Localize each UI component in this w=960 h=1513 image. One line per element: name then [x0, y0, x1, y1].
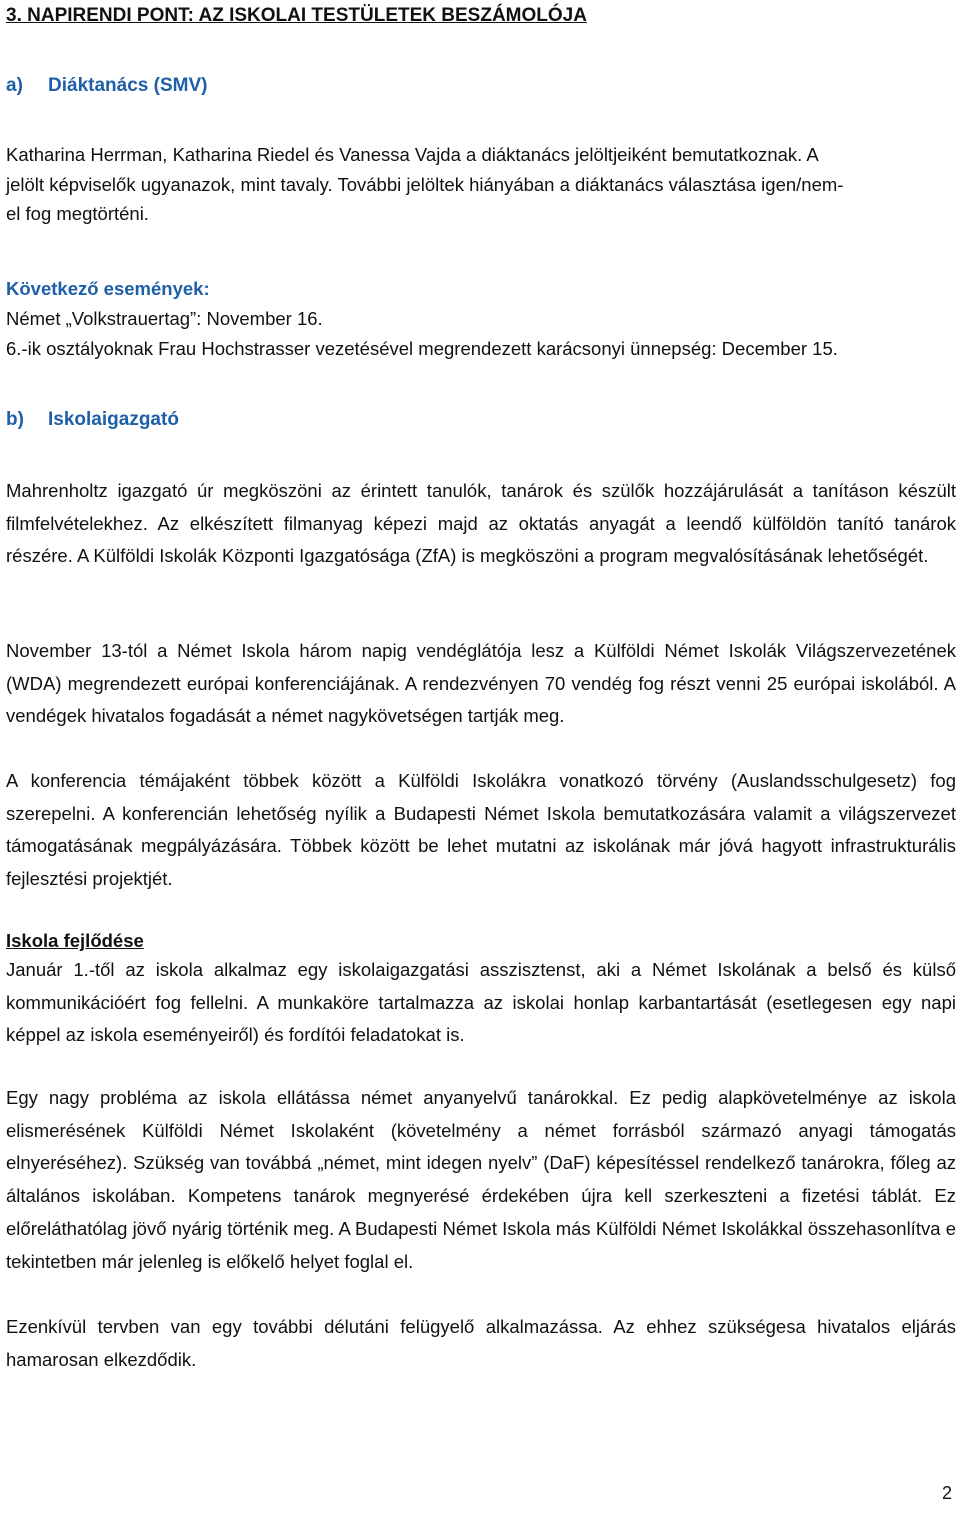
page-number: 2 [941, 1483, 952, 1503]
subsection-a-title: Diáktanács (SMV) [48, 75, 208, 96]
subsection-b-label: b) [6, 409, 24, 430]
paragraph-school-development: Január 1.-től az iskola alkalmaz egy iskolaigazgatási asszisztenst, aki a Német Iskolának a belső és külső kommunikációért fog fellelni. A munkaköre tartalmazza az iskolai honlap karbantartását (esetlegesen egy napi képpel az iskola eseményeiről) és fordítói feladatokat is. [6, 959, 956, 1046]
event-item: 6.-ik osztályoknak Frau Hochstrasser vezetésével megrendezett karácsonyi ünnepség: December 15. [6, 338, 838, 359]
paragraph-filming-thanks: Mahrenholtz igazgató úr megköszöni az érintett tanulók, tanárok és szülők hozzájárulását a tanításon készült filmfelvételekhez. Az elkészített filmanyag képezi majd az oktatás anyagát a leendő külföldön tanító tanárok részére. A Külföldi Iskolák Központi Igazgatósága (ZfA) is megköszöni a program megvalósításának lehetőségét. [6, 480, 956, 567]
paragraph-wda-conference: November 13-tól a Német Iskola három napig vendéglátója lesz a Külföldi Német Iskolák Világszervezetének (WDA) megrendezett európai konferenciájának. A rendezvényen 70 vendég fog részt venni 25 európai iskolából. A vendégek hivatalos fogadását a német nagykövetségen tartják meg. [6, 640, 956, 727]
paragraph-teacher-shortage: Egy nagy probléma az iskola ellátássa német anyanyelvű tanárokkal. Ez pedig alapkövetelménye az iskola elismerésének Külföldi Német Iskolaként (követelmény a német forrásból származó anyagi támogatás elnyeréséhez). Szükség van továbbá „német, mint idegen nyelv” (DaF) képesítéssel rendelkező tanárokra, főleg az általános iskolában. Kompetens tanárok megnyerésé érdekében újra kell szerkeszteni a fizetési táblát. Ez előreláthatólag jövő nyárig történik meg. A Budapesti Német Iskola más Külföldi Német Iskolákkal összehasonlítva e tekintetben már jelenleg is előkelő helyet foglal el. [6, 1087, 956, 1272]
upcoming-events [6, 274, 956, 364]
paragraph-line: jelölt képviselők ugyanazok, mint tavaly. További jelöltek hiányában a diáktanács választása igen/nem- [6, 173, 844, 195]
development-heading: Iskola fejlődése [6, 930, 144, 951]
subsection-b-heading [6, 408, 956, 432]
paragraph-student-council [6, 140, 956, 229]
events-label: Következő események: [6, 278, 210, 299]
subsection-a-heading [6, 74, 956, 98]
paragraph-afternoon-supervisor: Ezenkívül tervben van egy további délutáni felügyelő alkalmazássa. Az ehhez szükségesa hivatalos eljárás hamarosan elkezdődik. [6, 1316, 956, 1370]
subsection-b-title: Iskolaigazgató [48, 409, 179, 430]
section-title: 3. NAPIRENDI PONT: AZ ISKOLAI TESTÜLETEK BESZÁMOLÓJA [6, 5, 587, 26]
event-item: Német „Volkstrauertag”: November 16. [6, 308, 323, 329]
paragraph-conference-topics: A konferencia témájaként többek között a Külföldi Iskolákra vonatkozó törvény (Auslandsschulgesetz) fog szerepelni. A konferencián lehetőség nyílik a Budapesti Német Iskola bemutatkozására valamit a világszervezet támogatásának megpályázására. Többek között be lehet mutatni az iskolának már jóvá hagyott infrastrukturális fejlesztési projektjét. [6, 770, 956, 890]
subsection-a-label: a) [6, 75, 23, 96]
paragraph-line: el fog megtörténi. [6, 203, 149, 224]
paragraph-line: Katharina Herrman, Katharina Riedel és Vanessa Vajda a diáktanács jelöltjeiként bemutatkoznak. A [6, 144, 819, 165]
